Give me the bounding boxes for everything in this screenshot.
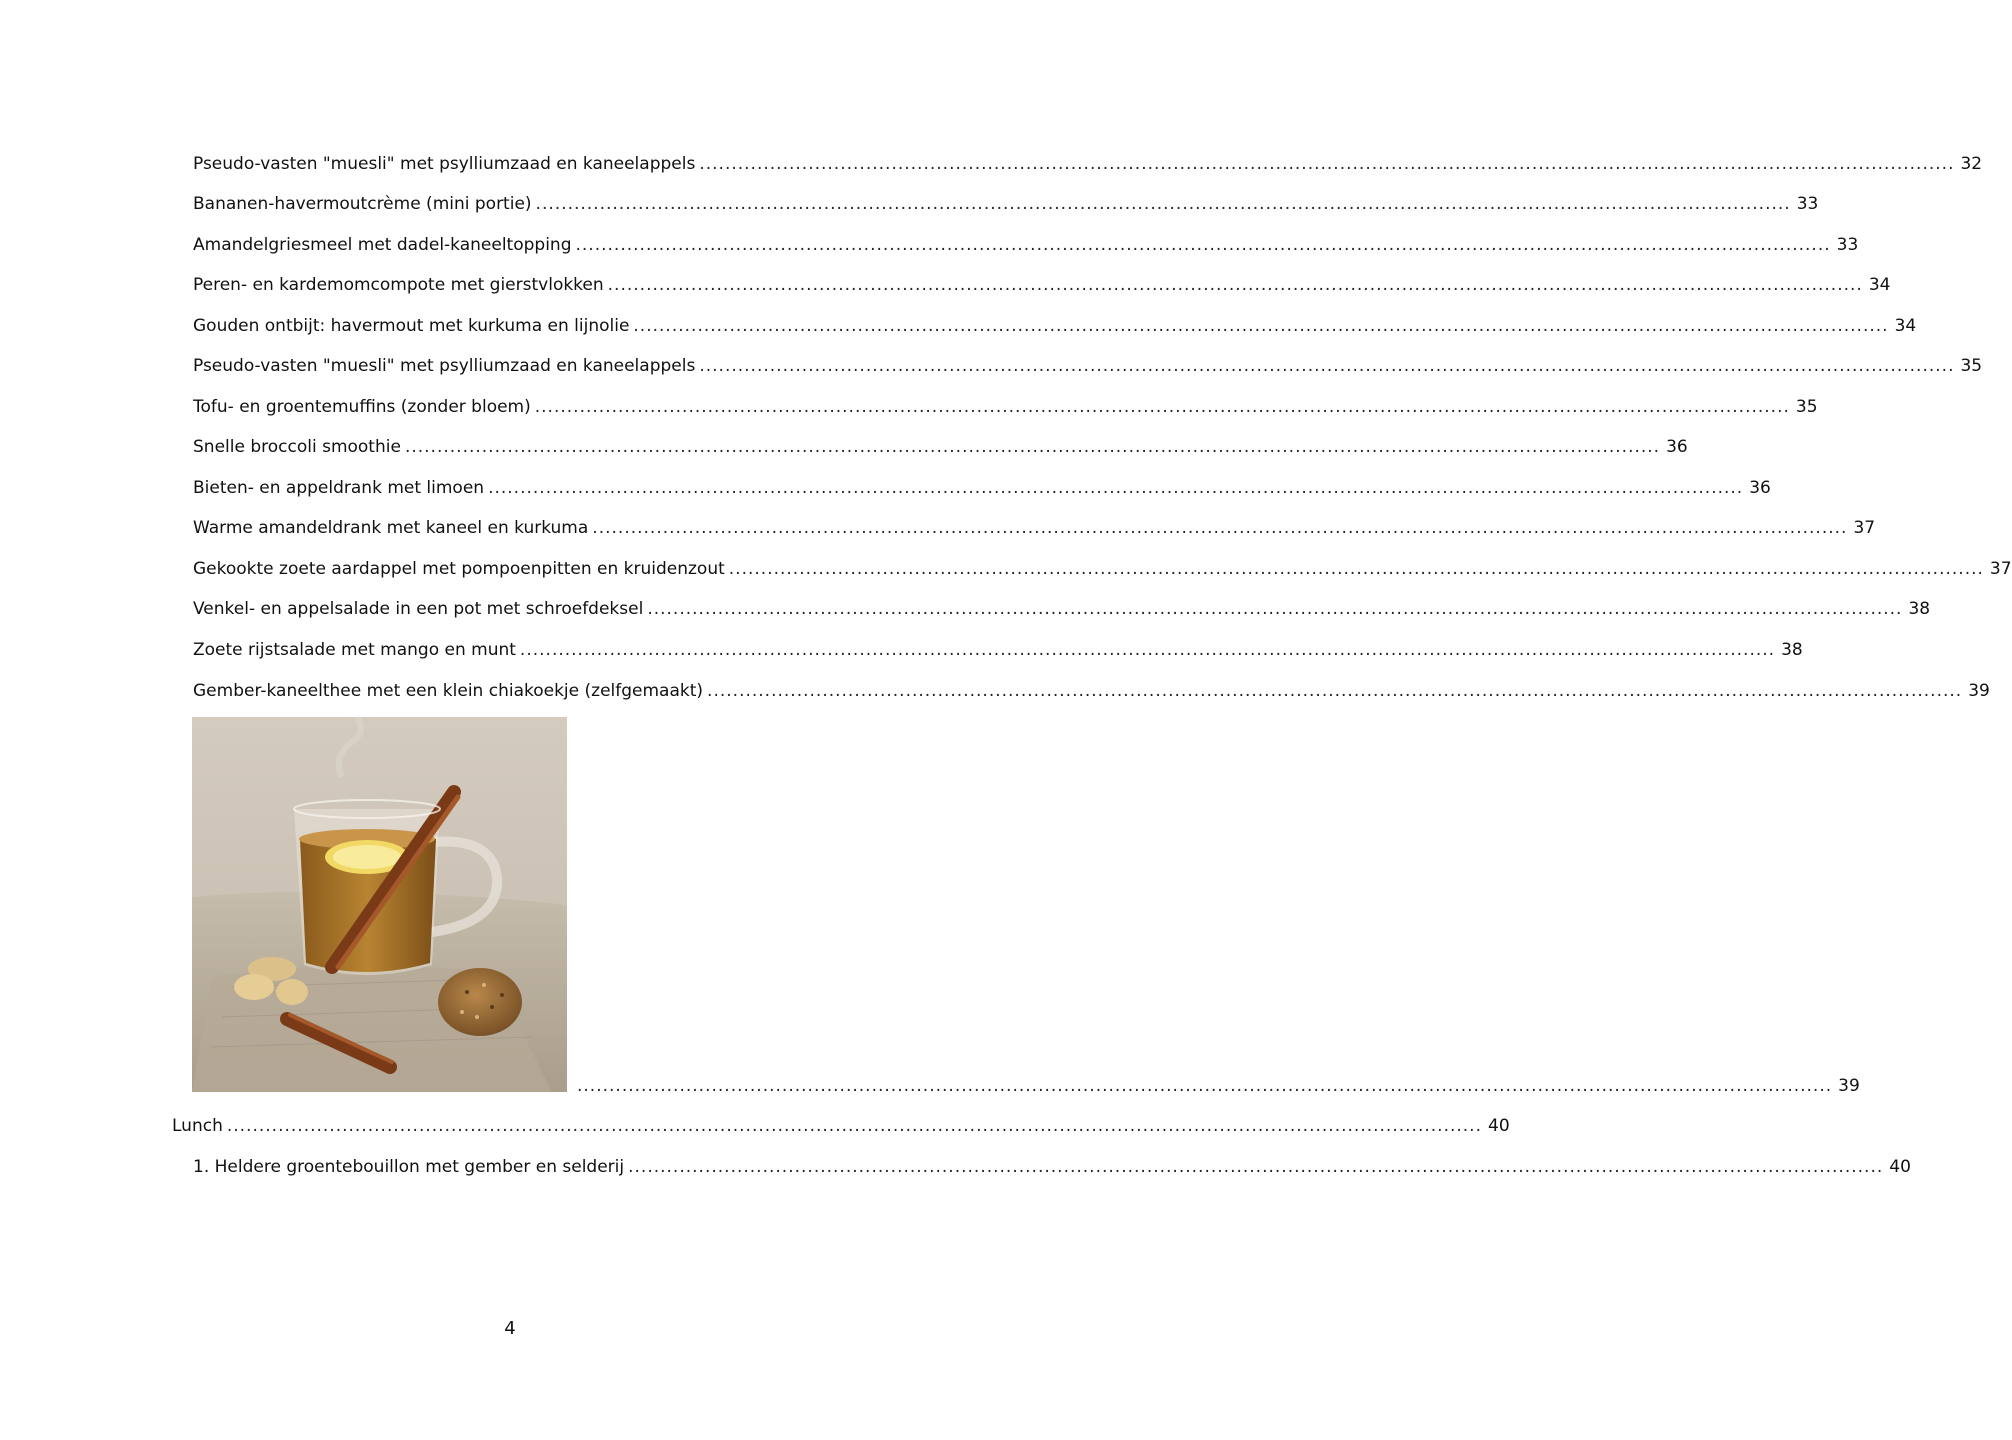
toc-entry-page: 35 <box>1795 397 1818 417</box>
toc-entry-title: Gouden ontbijt: havermout met kurkuma en lijnolie <box>193 316 630 336</box>
toc-entry-page: 37 <box>1989 559 2012 579</box>
toc-entry-title: Gekookte zoete aardappel met pompoenpitten en kruidenzout <box>193 559 725 579</box>
toc-entry-title: Warme amandeldrank met kaneel en kurkuma <box>193 518 589 538</box>
toc-entry-page: 37 <box>1853 518 1876 538</box>
toc-entry[interactable] <box>193 355 1983 377</box>
toc-entry-page: 35 <box>1960 356 1983 376</box>
toc-entry-page: 40 <box>1889 1157 1911 1177</box>
toc-entry-page: 36 <box>1666 437 1688 457</box>
toc-entry[interactable] <box>193 639 1803 661</box>
toc-entry-title: Tofu- en groentemuffins (zonder bloem) <box>193 397 531 417</box>
toc-entry-title: 1. Heldere groentebouillon met gember en selderij <box>193 1157 625 1177</box>
toc-entry-title: Pseudo-vasten "muesli" met psylliumzaad en kaneelappels <box>193 356 696 376</box>
toc-entry[interactable] <box>193 193 1819 215</box>
toc-entry-page: 34 <box>1868 275 1891 295</box>
toc-entry-page: 38 <box>1908 599 1931 619</box>
toc-leader: .................................................................................................................................................................................................... <box>633 316 1889 336</box>
toc-leader: .................................................................................................................................................................................................... <box>577 1076 1833 1096</box>
toc-entry[interactable] <box>193 436 1688 458</box>
toc-entry[interactable] <box>193 396 1818 418</box>
toc-leader: .................................................................................................................................................................................................... <box>534 397 1790 417</box>
toc-entry[interactable] <box>193 1156 1911 1178</box>
toc-entry-page: 33 <box>1796 194 1819 214</box>
toc-entry-title: Snelle broccoli smoothie <box>193 437 401 457</box>
toc-entry-title: Gember-kaneelthee met een klein chiakoekje (zelfgemaakt) <box>193 681 704 701</box>
toc-entry[interactable] <box>193 274 1891 296</box>
toc-leader: .................................................................................................................................................................................................... <box>226 1116 1482 1136</box>
toc-entry-page: 39 <box>1838 1076 1860 1096</box>
toc-leader: .................................................................................................................................................................................................... <box>519 640 1776 660</box>
toc-entry-title: Venkel- en appelsalade in een pot met schroefdeksel <box>193 599 644 619</box>
toc-leader: .................................................................................................................................................................................................... <box>707 681 1963 701</box>
toc-entry[interactable] <box>193 680 1990 702</box>
toc-entry-title: Bananen-havermoutcrème (mini portie) <box>193 194 532 214</box>
toc-entry-page: 33 <box>1836 235 1859 255</box>
toc-entry[interactable] <box>193 598 1931 620</box>
toc-entry-page: 39 <box>1968 681 1990 701</box>
toc-leader: .................................................................................................................................................................................................... <box>575 235 1831 255</box>
toc-entry-page: 38 <box>1781 640 1803 660</box>
toc-leader: .................................................................................................................................................................................................... <box>699 154 1955 174</box>
tea-illustration <box>192 717 567 1092</box>
toc-leader: .................................................................................................................................................................................................... <box>728 559 1984 579</box>
toc-leader: .................................................................................................................................................................................................... <box>404 437 1661 457</box>
toc-section-page: 40 <box>1488 1116 1510 1136</box>
toc-leader: .................................................................................................................................................................................................... <box>535 194 1791 214</box>
toc-entry[interactable] <box>193 517 1876 539</box>
toc-entry-title: Peren- en kardemomcompote met gierstvlokken <box>193 275 604 295</box>
toc-entry-title: Pseudo-vasten "muesli" met psylliumzaad en kaneelappels <box>193 154 696 174</box>
toc-leader: .................................................................................................................................................................................................... <box>699 356 1955 376</box>
toc-entry[interactable] <box>193 477 1771 499</box>
page-number: 4 <box>504 1318 516 1339</box>
toc-leader: .................................................................................................................................................................................................... <box>628 1157 1884 1177</box>
toc-section-lunch[interactable] <box>172 1115 1510 1137</box>
toc-leader: .................................................................................................................................................................................................... <box>607 275 1863 295</box>
toc-entry-page: 34 <box>1894 316 1917 336</box>
tea-photo <box>192 717 567 1092</box>
toc-image-entry[interactable] <box>577 1075 1860 1097</box>
toc-entry[interactable] <box>193 558 2012 580</box>
toc-entry-title: Bieten- en appeldrank met limoen <box>193 478 485 498</box>
toc-entry-page: 32 <box>1960 154 1983 174</box>
toc-leader: .................................................................................................................................................................................................... <box>488 478 1744 498</box>
toc-entry[interactable] <box>193 315 1917 337</box>
toc-entry-title: Zoete rijstsalade met mango en munt <box>193 640 516 660</box>
toc-section-title: Lunch <box>172 1116 223 1136</box>
toc-entry-page: 36 <box>1749 478 1771 498</box>
toc-entry-title: Amandelgriesmeel met dadel-kaneeltopping <box>193 235 572 255</box>
toc-leader: .................................................................................................................................................................................................... <box>647 599 1903 619</box>
toc-entry[interactable] <box>193 234 1859 256</box>
toc-entry[interactable] <box>193 153 1983 175</box>
toc-leader: .................................................................................................................................................................................................... <box>592 518 1848 538</box>
